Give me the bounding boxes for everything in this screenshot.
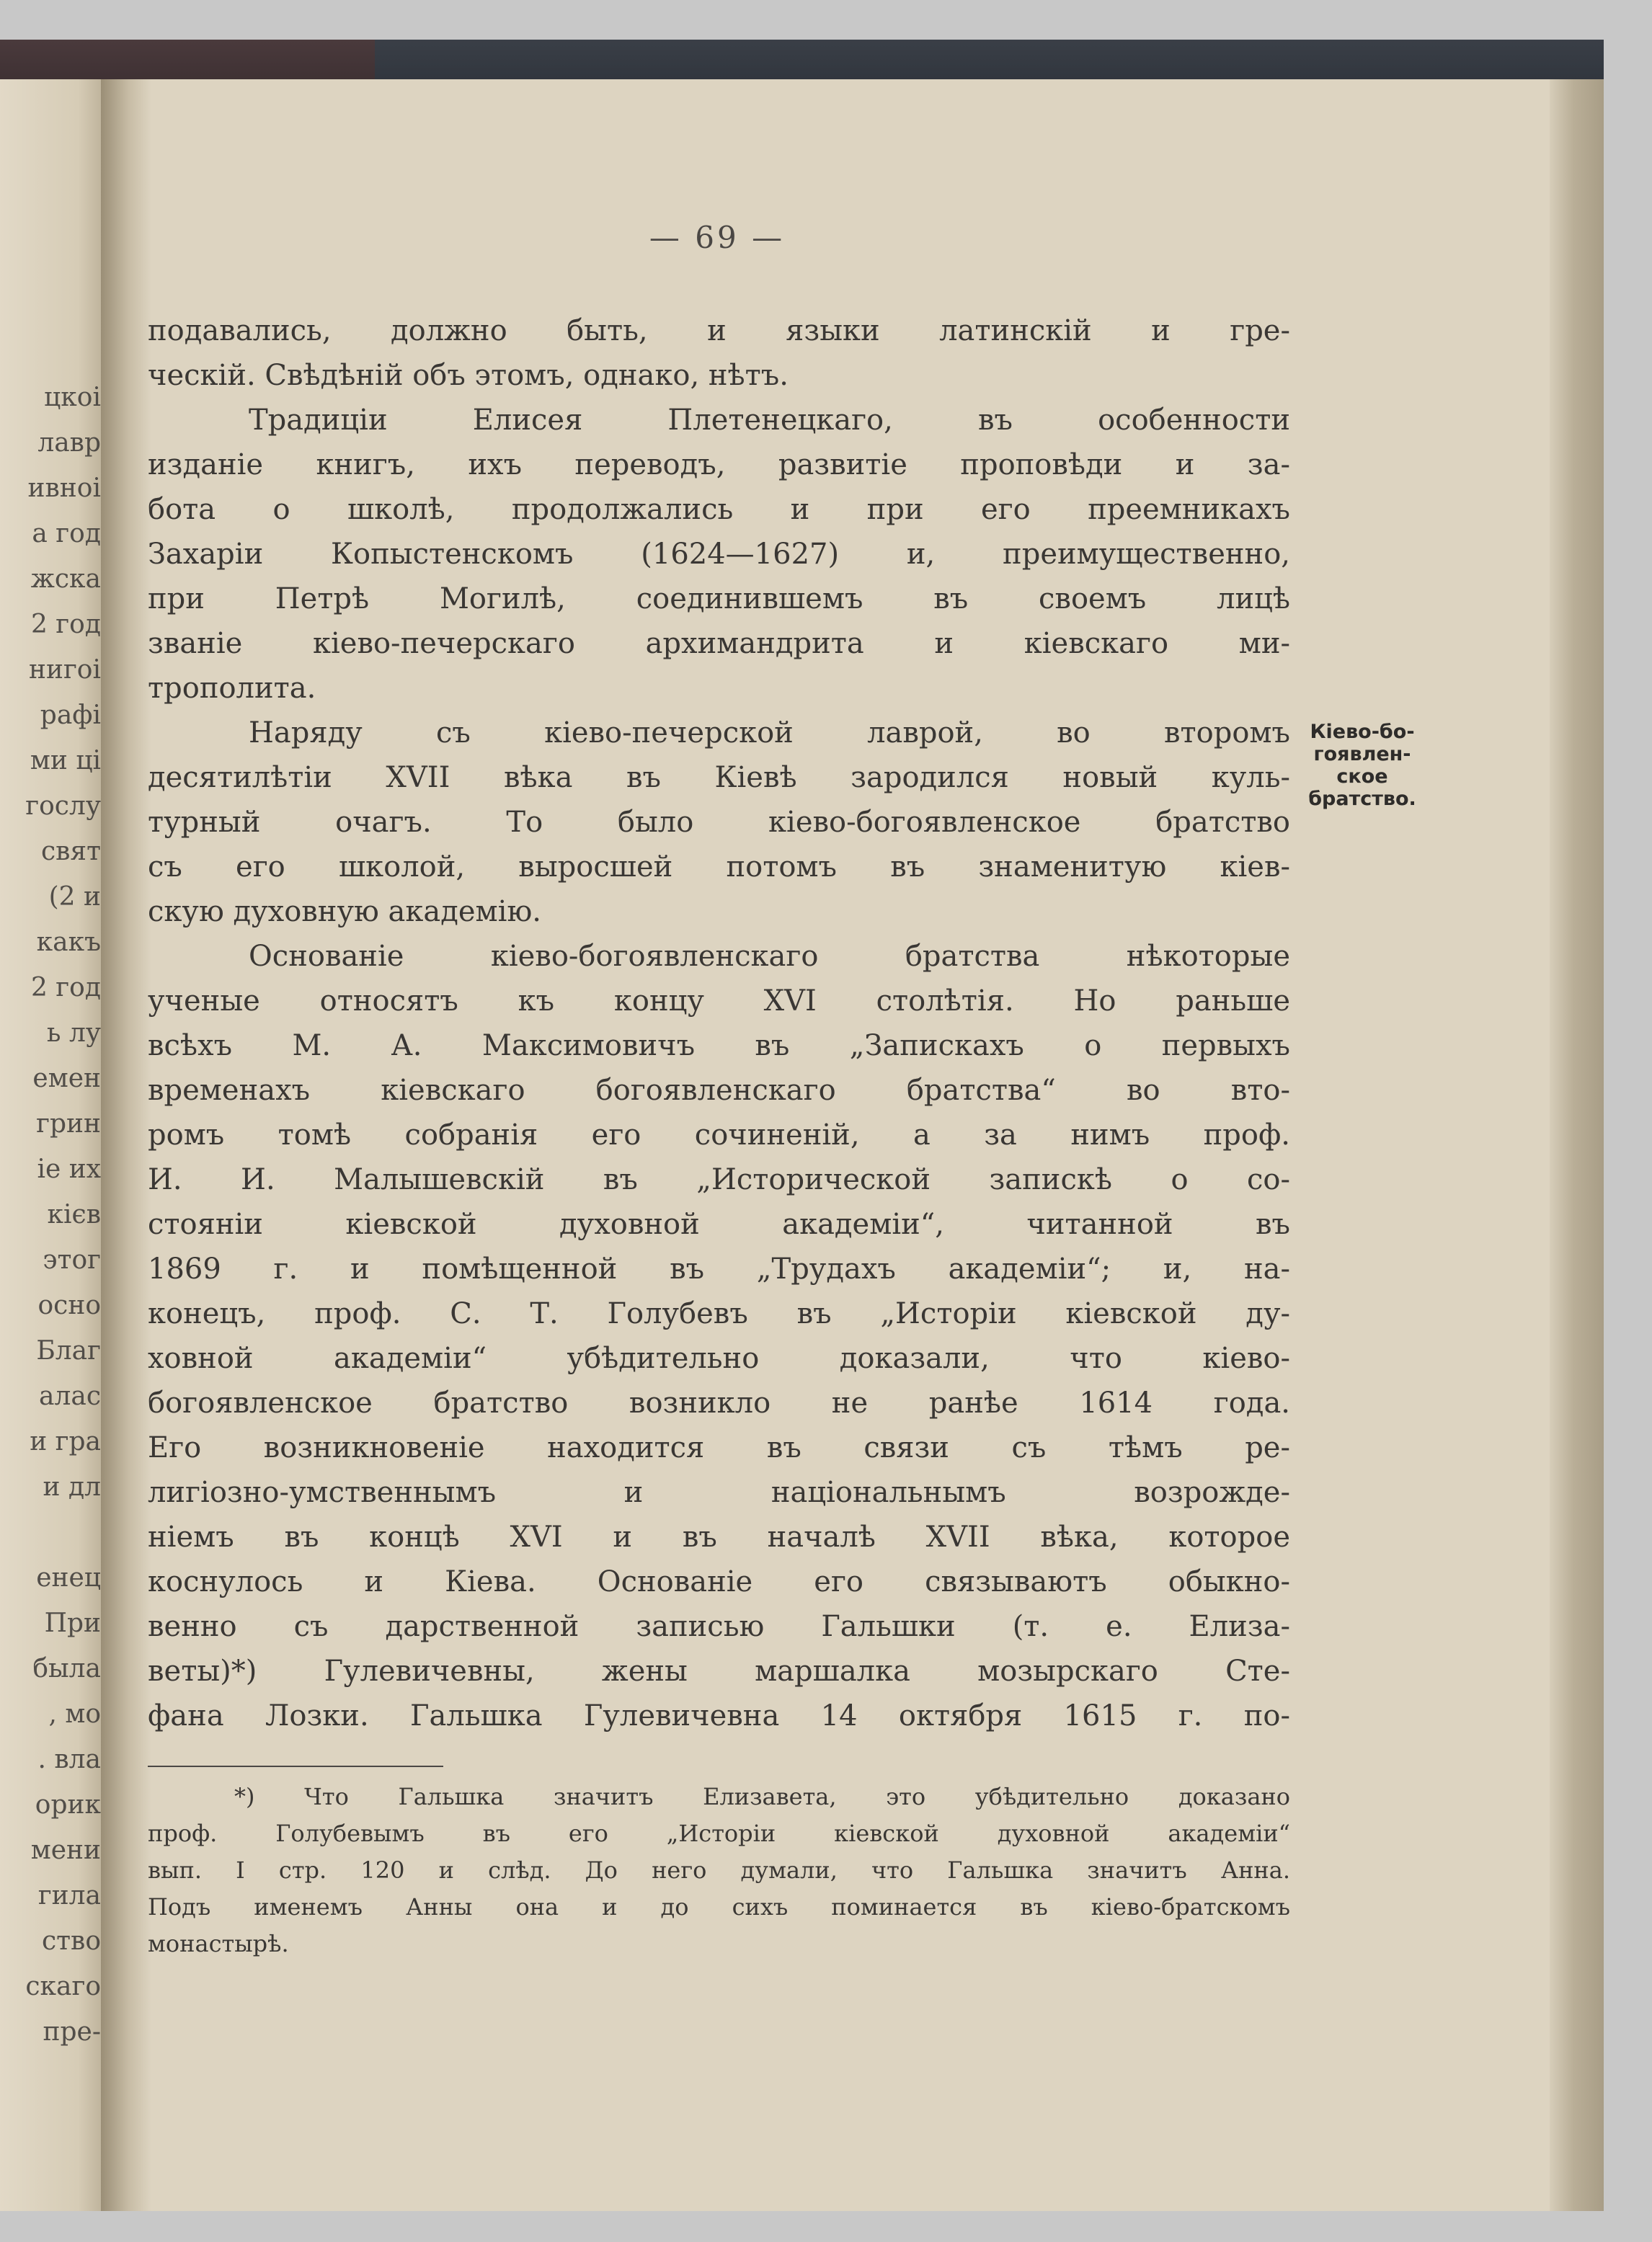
previous-page-fragment: свят bbox=[40, 837, 101, 866]
previous-page-fragment: осно bbox=[37, 1291, 101, 1320]
text-line: подавались, должно быть, и языки латинскій и гре- bbox=[148, 314, 1290, 347]
text-line: скую духовную академію. bbox=[148, 895, 541, 928]
previous-page-fragment: При bbox=[44, 1609, 101, 1638]
text-line: при Петрѣ Могилѣ, соединившемъ въ своемъ лицѣ bbox=[148, 582, 1290, 615]
previous-page-fragment: ивноі bbox=[27, 473, 101, 503]
text-line: ученые относятъ къ концу XVI столѣтія. Но раньше bbox=[148, 984, 1290, 1018]
text-line: Его возникновеніе находится въ связи съ тѣмъ ре- bbox=[148, 1431, 1290, 1464]
previous-page-fragment: 2 год bbox=[30, 610, 101, 639]
previous-page-fragment: алас bbox=[39, 1382, 101, 1411]
text-line: ромъ томѣ собранія его сочиненій, а за нимъ проф. bbox=[148, 1118, 1290, 1152]
text-line: ховной академіи“ убѣдительно доказали, что кіево- bbox=[148, 1342, 1290, 1375]
footnote-rule bbox=[148, 1766, 443, 1767]
previous-page-fragment: енец bbox=[36, 1563, 101, 1593]
footnote-line: *) Что Гальшка значитъ Елизавета, это убѣдительно доказано bbox=[234, 1783, 1290, 1810]
previous-page-fragment: пре- bbox=[43, 2017, 101, 2047]
margin-note bbox=[1297, 721, 1427, 810]
main-text bbox=[148, 308, 1290, 1738]
page-number: — 69 — bbox=[649, 220, 786, 255]
previous-page-fragment: какъ bbox=[36, 928, 101, 957]
text-line: И. И. Малышевскій въ „Исторической запискѣ о со- bbox=[148, 1163, 1290, 1196]
previous-page-fragment: рафі bbox=[40, 700, 101, 730]
previous-page-fragments bbox=[25, 375, 101, 2055]
margin-note-line: ское bbox=[1336, 765, 1388, 788]
footnote bbox=[148, 1779, 1290, 1962]
previous-page-fragment: (2 и bbox=[48, 882, 101, 912]
footnote-line: монастырѣ. bbox=[148, 1930, 289, 1957]
footnote-line: Подъ именемъ Анны она и до сихъ поминается въ кіево-братскомъ bbox=[148, 1893, 1290, 1921]
previous-page-fragment: орик bbox=[35, 1790, 101, 1820]
text-line: венно съ дарственной записью Гальшки (т. е. Елиза- bbox=[148, 1610, 1290, 1643]
previous-page-fragment: была bbox=[32, 1654, 101, 1683]
previous-page-fragment: емен bbox=[32, 1064, 101, 1093]
text-line: фана Лозки. Гальшка Гулевичевна 14 октября 1615 г. по- bbox=[148, 1699, 1290, 1732]
text-line: ческій. Свѣдѣній объ этомъ, однако, нѣтъ. bbox=[148, 359, 789, 392]
margin-note-line: гоявлен- bbox=[1313, 743, 1411, 765]
previous-page-fragment: ство bbox=[41, 1926, 101, 1956]
book-gutter bbox=[101, 79, 151, 2211]
footnote-line: проф. Голубевымъ въ его „Исторіи кіевской духовной академіи“ bbox=[148, 1820, 1290, 1847]
text-line: изданіе книгъ, ихъ переводъ, развитіе проповѣди и за- bbox=[148, 448, 1290, 481]
previous-page-fragment: грин bbox=[36, 1109, 101, 1139]
margin-note-line: братство. bbox=[1308, 788, 1416, 810]
text-line: бота о школѣ, продолжались и при его преемникахъ bbox=[148, 493, 1290, 526]
text-line: всѣхъ М. А. Максимовичъ въ „Запискахъ о первыхъ bbox=[148, 1029, 1290, 1062]
text-line: веты)*) Гулевичевны, жены маршалка мозырскаго Сте- bbox=[148, 1655, 1290, 1688]
text-line: трополита. bbox=[148, 672, 316, 705]
text-line: лигіозно-умственнымъ и національнымъ возрожде- bbox=[148, 1476, 1290, 1509]
previous-page-fragment: ь лу bbox=[46, 1018, 101, 1048]
previous-page-fragment: лавр bbox=[37, 428, 101, 458]
text-line: 1869 г. и помѣщенной въ „Трудахъ академіи“; и, на- bbox=[148, 1253, 1290, 1286]
text-line: званіе кіево-печерскаго архимандрита и кіевскаго ми- bbox=[148, 627, 1290, 660]
previous-page-fragment: скаго bbox=[25, 1972, 101, 2001]
previous-page-fragment: и гра bbox=[30, 1427, 101, 1456]
previous-page-fragment: жска bbox=[30, 564, 101, 594]
text-line: временахъ кіевскаго богоявленскаго братства“ во вто- bbox=[148, 1074, 1290, 1107]
previous-page-fragment: мени bbox=[30, 1836, 101, 1865]
previous-page-fragment: гила bbox=[37, 1881, 101, 1910]
page-right-edge bbox=[1550, 79, 1604, 2211]
text-line: десятилѣтіи XVII вѣка въ Кіевѣ зародился новый куль- bbox=[148, 761, 1290, 794]
footnote-line: вып. I стр. 120 и слѣд. До него думали, что Гальшка значитъ Анна. bbox=[148, 1856, 1290, 1884]
previous-page-fragment: нигоі bbox=[28, 655, 101, 685]
text-line: турный очагъ. То было кіево-богоявленское братство bbox=[148, 806, 1290, 839]
previous-page-fragment: кієв bbox=[47, 1200, 101, 1229]
previous-page-fragment: и дл bbox=[43, 1472, 101, 1502]
previous-page-fragment: , мо bbox=[48, 1699, 101, 1729]
text-line: богоявленское братство возникло не ранѣе 1614 года. bbox=[148, 1387, 1290, 1420]
previous-page-fragment: Благ bbox=[36, 1336, 101, 1366]
text-line: Наряду съ кіево-печерской лаврой, во второмъ bbox=[249, 716, 1290, 749]
text-line: конецъ, проф. С. Т. Голубевъ въ „Исторіи кіевской ду- bbox=[148, 1297, 1290, 1330]
previous-page-fragment: гослу bbox=[25, 791, 101, 821]
text-line: стояніи кіевской духовной академіи“, читанной въ bbox=[148, 1208, 1290, 1241]
previous-page-fragment bbox=[25, 1510, 101, 1555]
text-line: ніемъ въ концѣ XVI и въ началѣ XVII вѣка, которое bbox=[148, 1521, 1290, 1554]
text-line: коснулось и Кіева. Основаніе его связываютъ обыкно- bbox=[148, 1565, 1290, 1598]
previous-page-fragment: іе их bbox=[37, 1155, 101, 1184]
text-line: съ его школой, выросшей потомъ въ знаменитую кіев- bbox=[148, 850, 1290, 884]
text-line: Традиціи Елисея Плетенецкаго, въ особенности bbox=[249, 404, 1290, 437]
previous-page-fragment: а год bbox=[32, 519, 101, 548]
previous-page-fragment: . вла bbox=[37, 1745, 101, 1774]
margin-note-line: Кіево-бо- bbox=[1310, 721, 1415, 743]
text-line: Основаніе кіево-богоявленскаго братства нѣкоторые bbox=[249, 940, 1290, 973]
previous-page-fragment: ми ці bbox=[30, 746, 101, 775]
text-line: Захаріи Копыстенскомъ (1624—1627) и, преимущественно, bbox=[148, 538, 1290, 571]
previous-page-fragment: этог bbox=[43, 1245, 101, 1275]
previous-page-fragment: цкоі bbox=[44, 383, 101, 412]
previous-page-fragment: 2 год bbox=[30, 973, 101, 1002]
